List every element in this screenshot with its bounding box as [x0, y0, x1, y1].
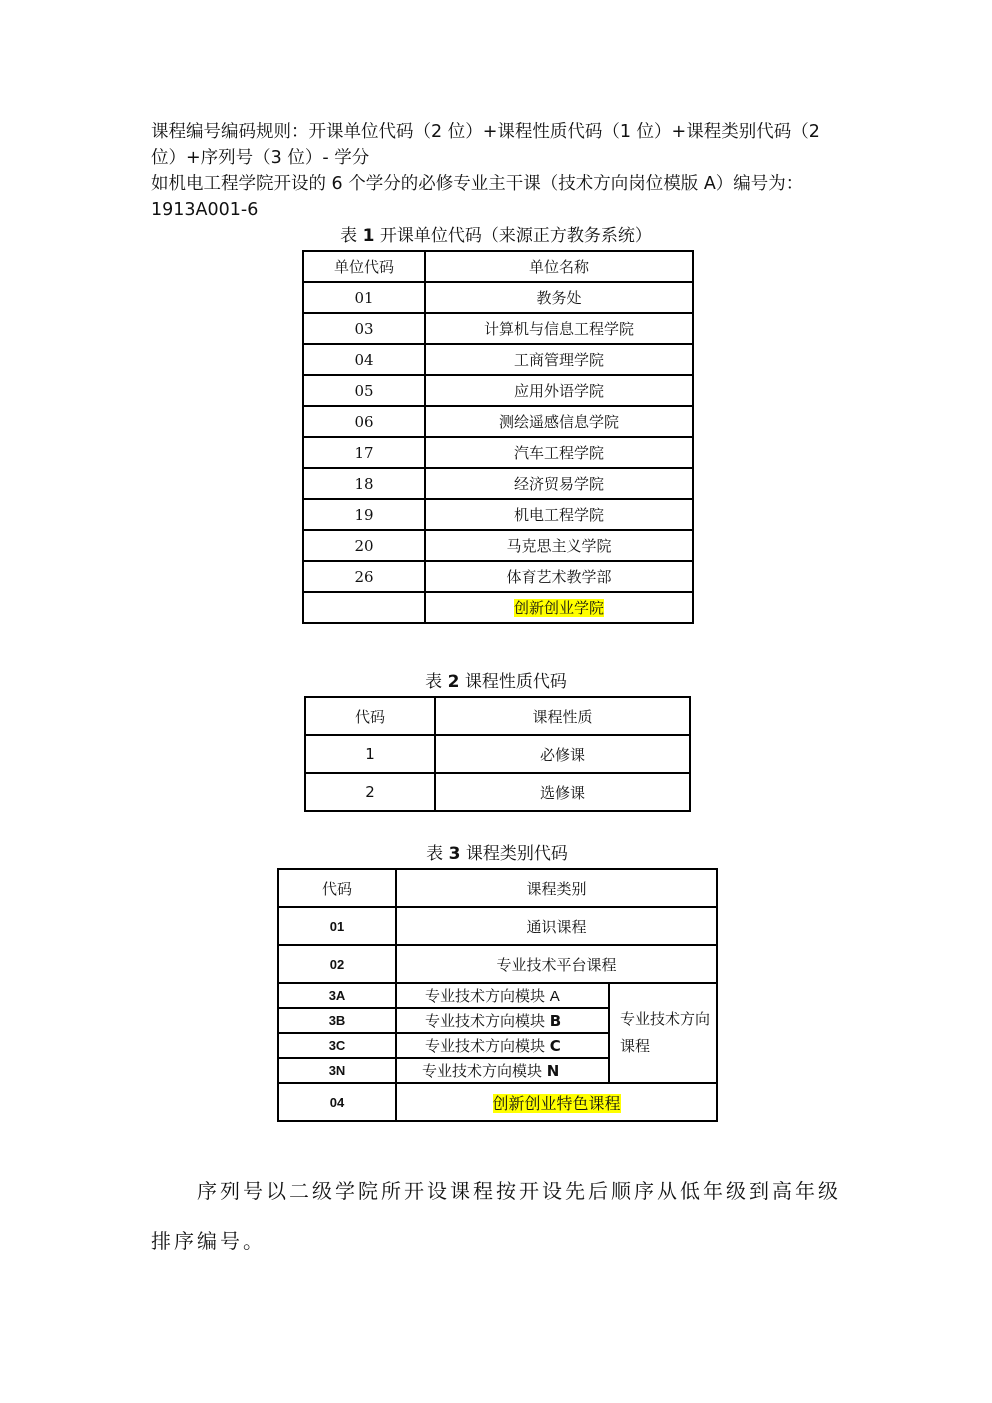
- module-letter: N: [546, 1062, 560, 1080]
- unit-name-cell: 计算机与信息工程学院: [425, 313, 693, 344]
- module-name: 专业技术方向模块: [425, 987, 546, 1005]
- module-name-cell: [396, 983, 609, 1008]
- header-unit-code: 单位代码: [303, 251, 425, 282]
- table-row: [303, 530, 693, 561]
- nature-code-cell: 1: [305, 735, 435, 773]
- unit-name-cell: 汽车工程学院: [425, 437, 693, 468]
- unit-name-cell: 机电工程学院: [425, 499, 693, 530]
- category-name-cell: [396, 1083, 717, 1121]
- module-name: 专业技术方向模块: [425, 1012, 546, 1030]
- table2-caption: [302, 671, 690, 693]
- table-header-row: [305, 697, 690, 735]
- header-course-nature: 课程性质: [435, 697, 690, 735]
- unit-code-cell: 26: [303, 561, 425, 592]
- module-code-cell: 3B: [278, 1008, 396, 1033]
- header-code: 代码: [305, 697, 435, 735]
- encoding-example-text: 如机电工程学院开设的 6 个学分的必修专业主干课（技术方向岗位模版 A）编号为：1913A001-6: [151, 174, 804, 220]
- table-row: [303, 406, 693, 437]
- nature-code-cell: 2: [305, 773, 435, 811]
- unit-code-cell: 01: [303, 282, 425, 313]
- unit-code-cell: 05: [303, 375, 425, 406]
- header-unit-name: 单位名称: [425, 251, 693, 282]
- module-code-cell: 3N: [278, 1058, 396, 1083]
- table-row: [303, 344, 693, 375]
- table-row: [303, 313, 693, 344]
- module-code-cell: 3A: [278, 983, 396, 1008]
- header-course-category: 课程类别: [396, 869, 717, 907]
- table1-caption-prefix: 表: [340, 226, 358, 246]
- category-name-cell: 专业技术平台课程: [396, 945, 717, 983]
- module-name: 专业技术方向模块: [425, 1037, 546, 1055]
- module-code-cell: 3C: [278, 1033, 396, 1058]
- unit-code-cell: 18: [303, 468, 425, 499]
- module-letter: C: [549, 1037, 561, 1055]
- table3-caption: [278, 843, 716, 865]
- table-row: [303, 561, 693, 592]
- table3-caption-text: 课程类别代码: [465, 844, 568, 864]
- unit-name-cell: 马克思主义学院: [425, 530, 693, 561]
- table2-caption-prefix: 表: [425, 672, 443, 692]
- unit-code-cell: 06: [303, 406, 425, 437]
- table-row: [303, 375, 693, 406]
- unit-code-cell: 04: [303, 344, 425, 375]
- unit-code-cell: 19: [303, 499, 425, 530]
- module-name-cell: [396, 1008, 609, 1033]
- table-row: [278, 1083, 717, 1121]
- course-nature-table: [304, 696, 691, 812]
- unit-code-cell: 03: [303, 313, 425, 344]
- encoding-rule-text: 课程编号编码规则：开课单位代码（2 位）+课程性质代码（1 位）+课程类别代码（2 位）+序列号（3 位）- 学分: [151, 122, 820, 168]
- unit-name-cell: 工商管理学院: [425, 344, 693, 375]
- table-header-row: [303, 251, 693, 282]
- unit-code-cell: 20: [303, 530, 425, 561]
- table-header-row: [278, 869, 717, 907]
- table-row: [303, 592, 693, 623]
- nature-name-cell: 必修课: [435, 735, 690, 773]
- unit-code-cell: 17: [303, 437, 425, 468]
- nature-name-cell: 选修课: [435, 773, 690, 811]
- unit-name-cell: 经济贸易学院: [425, 468, 693, 499]
- table-row: [303, 282, 693, 313]
- table1-caption: [300, 225, 692, 247]
- unit-name-cell: 体育艺术教学部: [425, 561, 693, 592]
- unit-name-cell: 教务处: [425, 282, 693, 313]
- course-category-table: [277, 868, 718, 1122]
- category-code-cell: 02: [278, 945, 396, 983]
- table-row: [278, 907, 717, 945]
- unit-code-cell: [303, 592, 425, 623]
- module-letter: A: [549, 988, 560, 1005]
- unit-code-table: [302, 250, 694, 624]
- table-row: [278, 945, 717, 983]
- unit-name-cell: [425, 592, 693, 623]
- table-row: [305, 773, 690, 811]
- table-row: [305, 735, 690, 773]
- direction-course-group-cell: 专业技术方向课程: [609, 983, 717, 1083]
- table1-caption-number: 1: [362, 226, 375, 246]
- module-letter: B: [549, 1012, 562, 1030]
- table3-caption-prefix: 表: [426, 844, 444, 864]
- table3-caption-number: 3: [448, 844, 461, 864]
- unit-name-cell: 应用外语学院: [425, 375, 693, 406]
- highlighted-category-name: 创新创业特色课程: [492, 1093, 621, 1113]
- table-row: [303, 468, 693, 499]
- module-name-cell: [396, 1058, 609, 1083]
- category-code-cell: 04: [278, 1083, 396, 1121]
- highlighted-unit-name: 创新创业学院: [513, 599, 604, 617]
- table2-caption-text: 课程性质代码: [464, 672, 567, 692]
- header-code: 代码: [278, 869, 396, 907]
- table2-caption-number: 2: [447, 672, 460, 692]
- table-row: [303, 499, 693, 530]
- unit-name-cell: 测绘遥感信息学院: [425, 406, 693, 437]
- module-name-cell: [396, 1033, 609, 1058]
- table-row: [303, 437, 693, 468]
- category-code-cell: 01: [278, 907, 396, 945]
- module-name: 专业技术方向模块: [422, 1062, 543, 1080]
- table-row: [278, 983, 717, 1008]
- category-name-cell: 通识课程: [396, 907, 717, 945]
- closing-paragraph: 序列号以二级学院所开设课程按开设先后顺序从低年级到高年级排序编号。: [151, 1179, 841, 1253]
- table1-caption-text: 开课单位代码（来源正方教务系统）: [379, 226, 652, 246]
